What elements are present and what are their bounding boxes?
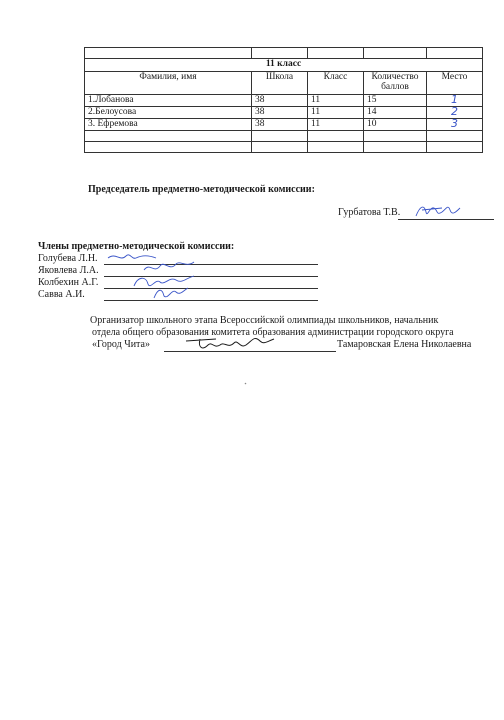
organizer-line-2: отдела общего образования комитета образования администрации городского округа: [92, 327, 454, 338]
organizer-name: Тамаровская Елена Николаевна: [337, 339, 472, 350]
cell-school: 38: [252, 95, 308, 107]
member-signature-line: [104, 264, 318, 265]
header-grade: Класс: [308, 72, 364, 95]
chair-name: Гурбатова Т.В.: [338, 207, 401, 218]
cell-name: 1.Лобанова: [85, 95, 252, 107]
table-grade-title-row: [85, 59, 483, 72]
cell-score: 15: [364, 95, 427, 107]
header-place: Место: [427, 72, 483, 95]
organizer-line-1: Организатор школьного этапа Всероссийской олимпиады школьников, начальник: [90, 315, 439, 326]
chair-signature: [412, 200, 464, 222]
member-name: Голубева Л.Н.: [38, 253, 98, 264]
member-name: Колбехин А.Г.: [38, 277, 99, 288]
cell-score: 14: [364, 107, 427, 119]
cell-grade: 11: [308, 107, 364, 119]
cell-school: 38: [252, 119, 308, 131]
table-row: [85, 95, 483, 107]
table-header-row: [85, 72, 483, 95]
cell-place-handwritten: 3: [427, 119, 483, 131]
members-heading: Члены предметно-методической комиссии:: [38, 241, 235, 252]
member-name: Яковлева Л.А.: [38, 265, 99, 276]
member-signature: [150, 284, 190, 302]
cell-name: 2.Белоусова: [85, 107, 252, 119]
cell-place-handwritten: 1: [427, 95, 483, 107]
cell-score: 10: [364, 119, 427, 131]
grade-title: 11 класс: [85, 59, 483, 72]
header-name: Фамилия, имя: [85, 72, 252, 95]
cell-school: 38: [252, 107, 308, 119]
cell-place-handwritten: 2: [427, 107, 483, 119]
organizer-line-3-prefix: «Город Чита»: [92, 339, 150, 350]
table-row: [85, 107, 483, 119]
member-signature-line: [104, 300, 318, 301]
chair-heading: Председатель предметно-методической комиссии:: [88, 184, 315, 195]
table-row-blank-top: [85, 48, 483, 59]
table-row: [85, 119, 483, 131]
results-table: [84, 47, 483, 153]
table-row-blank: [85, 142, 483, 153]
header-score: Количество баллов: [364, 72, 427, 95]
header-school: Школа: [252, 72, 308, 95]
cell-grade: 11: [308, 95, 364, 107]
table-row-blank: [85, 131, 483, 142]
member-name: Савва А.И.: [38, 289, 85, 300]
cell-name: 3. Ефремова: [85, 119, 252, 131]
organizer-signature: [180, 331, 290, 355]
ink-dot: [244, 382, 247, 385]
cell-grade: 11: [308, 119, 364, 131]
